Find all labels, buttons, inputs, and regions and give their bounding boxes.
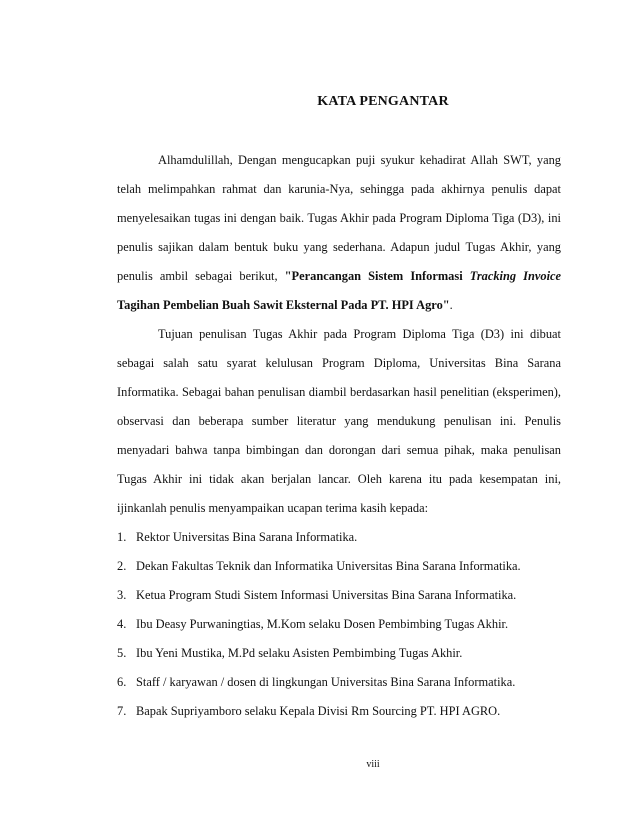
list-item: 7. Bapak Supriyamboro selaku Kepala Divisi Rm Sourcing PT. HPI AGRO. — [117, 704, 501, 718]
thesis-title-open: "Perancangan Sistem Informasi — [284, 269, 470, 283]
list-item: 3. Ketua Program Studi Sistem Informasi Universitas Bina Sarana Informatika. — [117, 588, 517, 602]
page-number: viii — [366, 759, 380, 770]
list-item: 4. Ibu Deasy Purwaningtias, M.Kom selaku Dosen Pembimbing Tugas Akhir. — [117, 617, 509, 631]
paragraph-purpose: Tujuan penulisan Tugas Akhir pada Program Diploma Tiga (D3) ini dibuat sebagai salah satu syarat kelulusan Program Diploma, Universitas Bina Sarana Informatika. Sebagai bahan penulisan diambil berdasarkan hasil penelitian (eksperimen), observasi dan beberapa sumber literatur yang mendukung penulisan ini. Penulis menyadari bahwa tanpa bimbingan dan dorongan dari semua pihak, maka penulisan Tugas Akhir ini tidak akan berjalan lancar. Oleh karena itu pada kesempatan ini, ijinkanlah penulis menyampaikan ucapan terima kasih kepada: — [117, 327, 561, 515]
list-item: 2. Dekan Fakultas Teknik dan Informatika Universitas Bina Sarana Informatika. — [117, 559, 521, 573]
list-item: 1. Rektor Universitas Bina Sarana Informatika. — [117, 530, 358, 544]
document-body — [117, 146, 561, 726]
list-item: 6. Staff / karyawan / dosen di lingkungan Universitas Bina Sarana Informatika. — [117, 675, 516, 689]
thesis-title-rest: Tagihan Pembelian Buah Sawit Eksternal Pada PT. HPI Agro" — [117, 298, 450, 312]
list-item: 5. Ibu Yeni Mustika, M.Pd selaku Asisten Pembimbing Tugas Akhir. — [117, 646, 463, 660]
thanks-list — [117, 523, 561, 726]
paragraph-intro-text: Alhamdulillah, Dengan mengucapkan puji syukur kehadirat Allah SWT, yang telah melimpahkan rahmat dan karunia-Nya, sehingga pada akhirnya penulis dapat menyelesaikan tugas ini dengan baik. Tugas Akhir pada Program Diploma Tiga (D3), ini penulis sajikan dalam bentuk buku yang sederhana. Adapun judul Tugas Akhir, yang penulis ambil sebagai berikut, — [117, 153, 561, 283]
thesis-title-italic: Tracking Invoice — [469, 269, 562, 283]
paragraph-intro-end: . — [449, 298, 453, 312]
paragraph-intro — [117, 146, 561, 320]
page-title: KATA PENGANTAR — [317, 94, 449, 109]
